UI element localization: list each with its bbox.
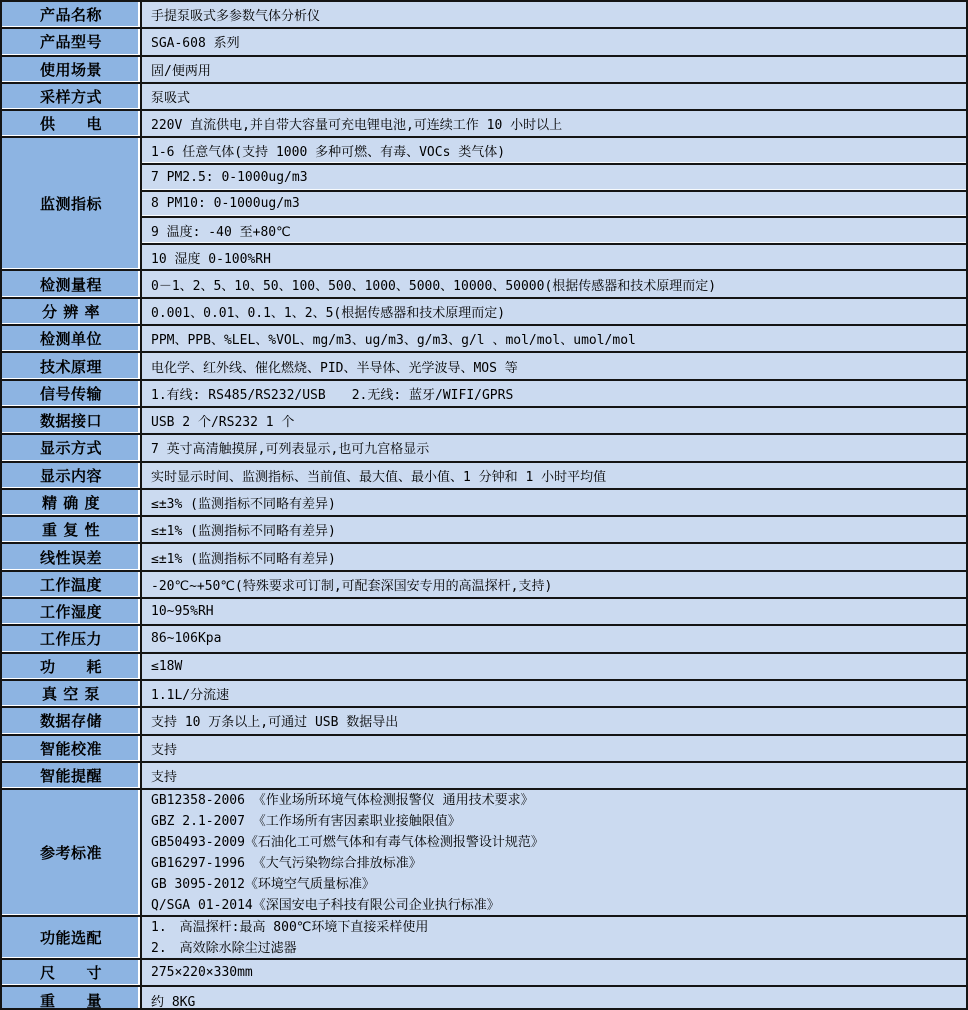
spec-label-vacuum-pump: 真 空 泵 [2,681,142,706]
spec-values-reference-standards [142,790,966,915]
spec-line-reference-standards-1: GB12358-2006 《作业场所环境气体检测报警仪 通用技术要求》 [151,792,534,808]
spec-label-dimensions: 尺 寸 [2,960,142,985]
spec-values-detection-range [142,271,966,296]
spec-values-signal-transmission [142,381,966,406]
spec-value-smart-calibration: 支持 [142,736,966,761]
spec-label-weight: 重 量 [2,987,142,1010]
spec-label-display-mode: 显示方式 [2,435,142,460]
spec-values-product-name [142,2,966,27]
spec-value-working-temperature: -20℃~+50℃(特殊要求可订制,可配套深国安专用的高温探杆,支持) [142,572,966,597]
spec-values-linearity-error [142,544,966,569]
spec-value-repeatability: ≤±1% (监测指标不同略有差异) [142,517,966,542]
spec-row-tech-principle [2,353,966,380]
spec-label-resolution: 分 辨 率 [2,299,142,324]
spec-row-accuracy [2,490,966,517]
spec-values-display-content [142,463,966,488]
spec-label-accuracy: 精 确 度 [2,490,142,515]
spec-value-detection-range: 0－1、2、5、10、50、100、500、1000、5000、10000、50000(根据传感器和技术原理而定) [142,271,966,296]
spec-line-reference-standards-3: GB50493-2009《石油化工可燃气体和有毒气体检测报警设计规范》 [151,834,544,850]
spec-value-signal-transmission: 1.有线: RS485/RS232/USB 2.无线: 蓝牙/WIFI/GPRS [142,381,966,406]
spec-values-resolution [142,299,966,324]
spec-row-dimensions [2,960,966,987]
spec-row-resolution [2,299,966,326]
spec-row-working-pressure [2,626,966,653]
spec-value-monitor-indicators-3: 8 PM10: 0-1000ug/m3 [142,192,966,219]
spec-row-signal-transmission [2,381,966,408]
spec-row-power-supply [2,111,966,138]
spec-values-accuracy [142,490,966,515]
spec-value-dimensions: 275×220×330mm [142,960,966,985]
spec-row-usage-scene [2,57,966,84]
spec-values-data-storage [142,708,966,733]
spec-label-usage-scene: 使用场景 [2,57,142,82]
spec-values-usage-scene [142,57,966,82]
spec-row-product-name [2,2,966,29]
spec-label-detection-range: 检测量程 [2,271,142,296]
spec-value-linearity-error: ≤±1% (监测指标不同略有差异) [142,544,966,569]
spec-row-vacuum-pump [2,681,966,708]
spec-label-reference-standards: 参考标准 [2,790,142,915]
spec-values-working-pressure [142,626,966,651]
spec-label-data-storage: 数据存储 [2,708,142,733]
spec-label-repeatability: 重 复 性 [2,517,142,542]
spec-value-data-interface: USB 2 个/RS232 1 个 [142,408,966,433]
spec-values-monitor-indicators [142,138,966,269]
spec-row-power-consumption [2,654,966,681]
spec-row-smart-calibration [2,736,966,763]
spec-values-working-temperature [142,572,966,597]
spec-row-smart-reminder [2,763,966,790]
spec-values-weight [142,987,966,1010]
spec-row-repeatability [2,517,966,544]
spec-values-repeatability [142,517,966,542]
spec-values-product-model [142,29,966,54]
spec-row-weight [2,987,966,1010]
spec-row-sampling-method [2,84,966,111]
spec-value-vacuum-pump: 1.1L/分流速 [142,681,966,706]
spec-row-detection-range [2,271,966,298]
spec-row-product-model [2,29,966,56]
spec-value-monitor-indicators-5: 10 湿度 0-100%RH [142,245,966,270]
spec-label-tech-principle: 技术原理 [2,353,142,378]
spec-values-sampling-method [142,84,966,109]
spec-line-optional-functions-2: 2. 高效除水除尘过滤器 [151,940,297,956]
spec-value-monitor-indicators-1: 1-6 任意气体(支持 1000 多种可燃、有毒、VOCs 类气体) [142,138,966,165]
spec-values-vacuum-pump [142,681,966,706]
spec-value-working-humidity: 10~95%RH [142,599,966,624]
spec-line-reference-standards-5: GB 3095-2012《环境空气质量标准》 [151,876,375,892]
spec-values-smart-reminder [142,763,966,788]
spec-value-sampling-method: 泵吸式 [142,84,966,109]
spec-row-working-temperature [2,572,966,599]
spec-row-display-mode [2,435,966,462]
spec-row-working-humidity [2,599,966,626]
spec-values-working-humidity [142,599,966,624]
spec-line-optional-functions-1: 1. 高温探杆:最高 800℃环境下直接采样使用 [151,919,429,935]
spec-label-power-supply: 供 电 [2,111,142,136]
spec-values-smart-calibration [142,736,966,761]
spec-row-display-content [2,463,966,490]
spec-row-linearity-error [2,544,966,571]
spec-value-reference-standards [142,790,966,915]
spec-row-optional-functions [2,917,966,959]
spec-line-reference-standards-6: Q/SGA 01-2014《深国安电子科技有限公司企业执行标准》 [151,897,500,913]
spec-value-display-mode: 7 英寸高清触摸屏,可列表显示,也可九宫格显示 [142,435,966,460]
spec-label-data-interface: 数据接口 [2,408,142,433]
spec-values-dimensions [142,960,966,985]
spec-label-working-pressure: 工作压力 [2,626,142,651]
spec-values-data-interface [142,408,966,433]
spec-row-data-interface [2,408,966,435]
spec-label-working-temperature: 工作温度 [2,572,142,597]
spec-value-display-content: 实时显示时间、监测指标、当前值、最大值、最小值、1 分钟和 1 小时平均值 [142,463,966,488]
spec-label-product-model: 产品型号 [2,29,142,54]
spec-values-power-supply [142,111,966,136]
spec-value-detection-unit: PPM、PPB、%LEL、%VOL、mg/m3、ug/m3、g/m3、g/l 、mol/mol、umol/mol [142,326,966,351]
spec-label-smart-calibration: 智能校准 [2,736,142,761]
spec-label-smart-reminder: 智能提醒 [2,763,142,788]
spec-label-display-content: 显示内容 [2,463,142,488]
spec-value-accuracy: ≤±3% (监测指标不同略有差异) [142,490,966,515]
spec-line-reference-standards-2: GBZ 2.1-2007 《工作场所有害因素职业接触限值》 [151,813,461,829]
spec-value-power-supply: 220V 直流供电,并自带大容量可充电锂电池,可连续工作 10 小时以上 [142,111,966,136]
spec-value-monitor-indicators-2: 7 PM2.5: 0-1000ug/m3 [142,165,966,192]
spec-value-working-pressure: 86~106Kpa [142,626,966,651]
spec-row-data-storage [2,708,966,735]
spec-label-product-name: 产品名称 [2,2,142,27]
spec-values-power-consumption [142,654,966,679]
spec-label-working-humidity: 工作湿度 [2,599,142,624]
spec-value-product-name: 手提泵吸式多参数气体分析仪 [142,2,966,27]
spec-label-sampling-method: 采样方式 [2,84,142,109]
spec-row-reference-standards [2,790,966,917]
spec-value-product-model: SGA-608 系列 [142,29,966,54]
spec-label-signal-transmission: 信号传输 [2,381,142,406]
spec-label-power-consumption: 功 耗 [2,654,142,679]
spec-label-linearity-error: 线性误差 [2,544,142,569]
spec-values-detection-unit [142,326,966,351]
spec-value-weight: 约 8KG [142,987,966,1010]
spec-values-display-mode [142,435,966,460]
spec-line-reference-standards-4: GB16297-1996 《大气污染物综合排放标准》 [151,855,422,871]
spec-value-data-storage: 支持 10 万条以上,可通过 USB 数据导出 [142,708,966,733]
spec-value-power-consumption: ≤18W [142,654,966,679]
spec-value-tech-principle: 电化学、红外线、催化燃烧、PID、半导体、光学波导、MOS 等 [142,353,966,378]
spec-row-monitor-indicators [2,138,966,271]
spec-label-monitor-indicators: 监测指标 [2,138,142,269]
spec-value-optional-functions [142,917,966,957]
spec-value-monitor-indicators-4: 9 温度: -40 至+80℃ [142,218,966,245]
spec-values-tech-principle [142,353,966,378]
spec-values-optional-functions [142,917,966,957]
spec-label-optional-functions: 功能选配 [2,917,142,957]
spec-value-resolution: 0.001、0.01、0.1、1、2、5(根据传感器和技术原理而定) [142,299,966,324]
spec-value-usage-scene: 固/便两用 [142,57,966,82]
spec-value-smart-reminder: 支持 [142,763,966,788]
spec-label-detection-unit: 检测单位 [2,326,142,351]
spec-row-detection-unit [2,326,966,353]
